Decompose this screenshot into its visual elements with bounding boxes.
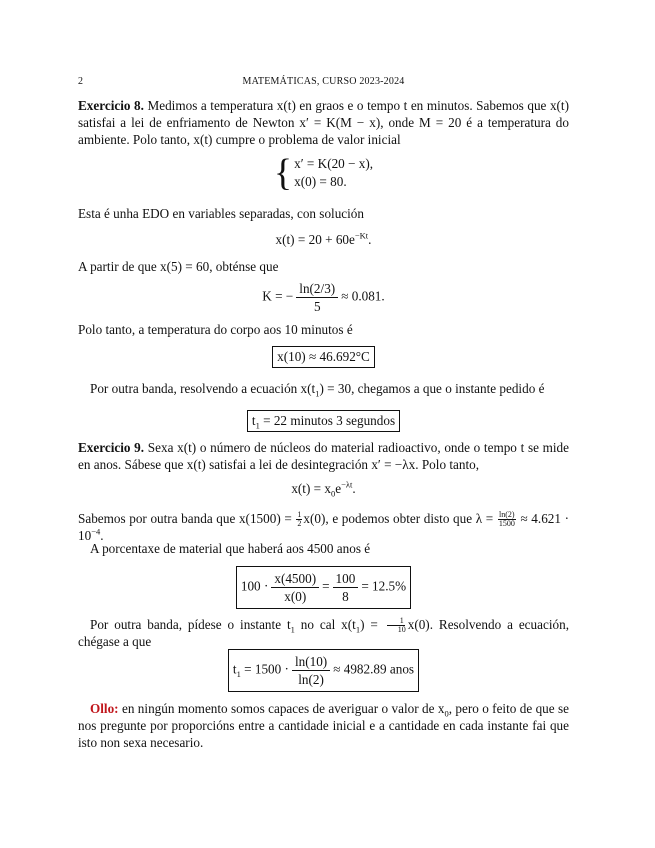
exercise-9-label: Exercicio 9.	[78, 440, 145, 455]
temperature-result	[78, 346, 569, 368]
exercise-8-intro: Exercicio 8. Medimos a temperatura x(t) en graos e o tempo t en minutos. Sabemos que x(t) satisfai a lei de enfriamento de Newton x′ = K(M − x), onde M = 20 é a temperatura do ambiente. Polo tanto, x(t) cumpre o problema de valor inicial	[78, 98, 569, 147]
page-number: 2	[78, 76, 84, 87]
exercise-8-label: Exercicio 8.	[78, 98, 144, 113]
temperature-result-box: x(10) ≈ 46.692°C	[272, 346, 375, 368]
note-label: Ollo:	[90, 701, 119, 716]
k-equation: K = − $\frac{\ln(2/3)}{5}$ ≈ 0.081.	[262, 281, 385, 314]
t1-text: Por outra banda, pídese o instante $t_1$ no cal $x(t_1)$ = $\frac{1}{10}$ x(0). Resolvendo a ecuación, chégase a que	[78, 616, 569, 650]
instant-result-box: $t_1 = 22$ minutos 3 segundos	[247, 410, 400, 432]
percentage-result	[78, 566, 569, 609]
temperature-text: Polo tanto, a temperatura do corpo aos 10 minutos é	[78, 322, 353, 337]
ode-separable-text: Esta é unha EDO en variables separadas, con solución	[78, 206, 364, 221]
percentage-text: A porcentaxe de material que haberá aos 4500 anos é	[90, 541, 371, 556]
condition-text: A partir de que x(5) = 60, obténse que	[78, 259, 279, 274]
ivp-system	[78, 154, 569, 192]
ex8-solution-equation: $x(t) = 20 + 60e^{-Kt}$.	[275, 230, 372, 247]
note-paragraph: Ollo: en ningún momento somos capaces de averiguar o valor de $x_0$, pero o feito de que se nos pregunte por proporcións entre a cantidade inicial e a cantidade en cada instante fai que isto non sexa necesario.	[78, 701, 569, 750]
header-title: MATEMÁTICAS, CURSO 2023-2024	[242, 76, 405, 87]
instant-text: Por outra banda, resolvendo a ecuación $x(t_1) = 30$, chegamos a que o instante pedido é	[90, 381, 545, 399]
percentage-result-box: 100 · $\frac{x(4500)}{x(0)}$ = $\frac{100}{8}$ = 12.5%	[236, 566, 411, 609]
ivp-line-2: x(0) = 80.	[294, 174, 347, 189]
instant-result	[78, 410, 569, 432]
t1-result-box: $t_1 = 1500$ · $\frac{\ln(10)}{\ln(2)}$ ≈ 4982.89 anos	[228, 649, 419, 692]
exercise-9-intro: Exercicio 9. Sexa x(t) o número de núcleos do material radioactivo, onde o tempo t se mide en anos. Sábese que x(t) satisfai a lei de desintegración x′ = −λx. Polo tanto,	[78, 440, 569, 472]
lambda-text: Sabemos por outra banda que x(1500) = $\frac{1}{2}$ x(0), e podemos obter disto que λ = $\frac{\ln(2)}{1500}$ ≈ $4.621 \cdot 10^{-4}$.	[78, 510, 569, 544]
brace-symbol: {	[273, 152, 293, 194]
ex9-solution-equation: $x(t) = x_0e^{-\lambda t}$.	[291, 479, 356, 499]
ivp-line-1: x′ = K(20 − x),	[294, 156, 374, 171]
t1-result	[78, 649, 569, 692]
